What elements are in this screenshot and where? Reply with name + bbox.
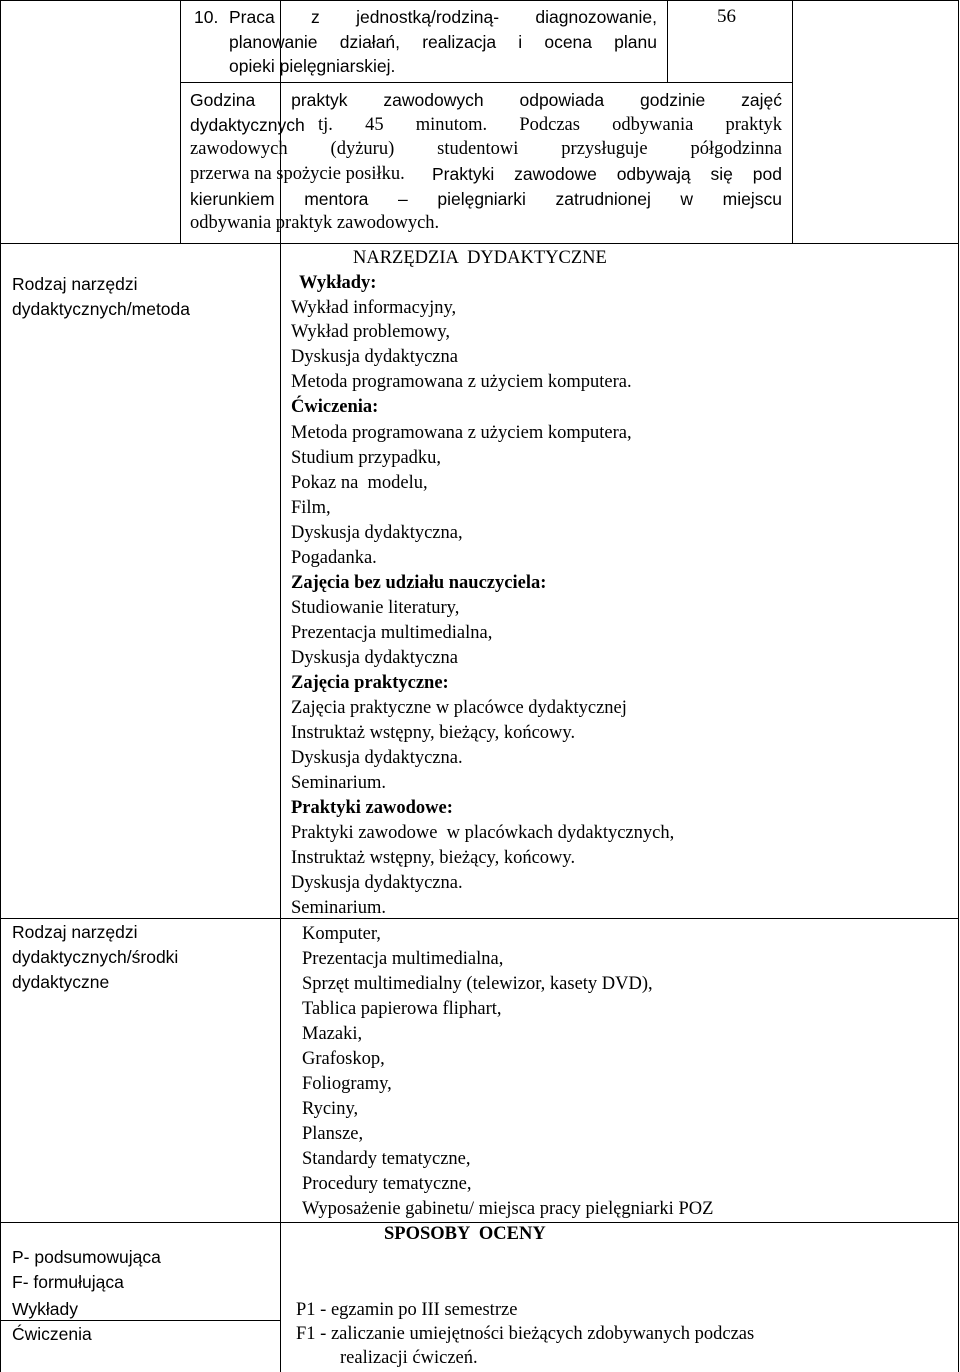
methods-label-line1: Rodzaj narzędzi	[12, 274, 138, 294]
placement-item: Praktyki zawodowe w placówkach dydaktycznych,	[291, 823, 675, 843]
row-divider	[0, 243, 959, 244]
self-study-heading: Zajęcia bez udziału nauczyciela:	[291, 573, 547, 593]
practice-note-line6: odbywania praktyk zawodowych.	[190, 213, 440, 233]
practice-note-line5: kierunkiem mentora – pielęgniarki zatrudnionej w miejscu	[190, 189, 782, 209]
assessment-heading: SPOSOBY OCENY	[384, 1224, 546, 1244]
self-study-item: Dyskusja dydaktyczna	[291, 648, 458, 668]
placement-item: Dyskusja dydaktyczna.	[291, 873, 463, 893]
exercise-item: Film,	[291, 498, 331, 518]
tools-heading: NARZĘDZIA DYDAKTYCZNE	[353, 248, 607, 268]
item-10-line3: opieki pielęgniarskiej.	[229, 56, 396, 76]
means-label-line3: dydaktyczne	[12, 972, 110, 992]
lectures-heading: Wykłady:	[299, 273, 377, 293]
practice-note-line1: Godzina praktyk zawodowych odpowiada godzinie zajęć	[190, 90, 782, 110]
lecture-item: Wykład problemowy,	[291, 322, 451, 342]
means-item: Tablica papierowa fliphart,	[302, 999, 502, 1019]
table-border-left	[0, 0, 1, 1372]
self-study-item: Prezentacja multimedialna,	[291, 623, 493, 643]
placement-item: Seminarium.	[291, 898, 387, 918]
practical-item: Seminarium.	[291, 773, 387, 793]
page-number-box-left	[667, 0, 668, 83]
inner-box-left	[180, 0, 181, 244]
assessment-p1: P1 - egzamin po III semestrze	[296, 1300, 518, 1320]
means-item: Prezentacja multimedialna,	[302, 949, 504, 969]
grading-exercises: Ćwiczenia	[12, 1324, 92, 1344]
inner-box-divider	[180, 82, 793, 83]
means-label-line2: dydaktycznych/środki	[12, 947, 179, 967]
exercise-item: Studium przypadku,	[291, 448, 442, 468]
means-item: Procedury tematyczne,	[302, 1174, 472, 1194]
practice-note-line4a: przerwa na spożycie posiłku.	[190, 164, 405, 184]
assessment-f1-line1: F1 - zaliczanie umiejętności bieżących zdobywanych podczas	[296, 1324, 755, 1344]
means-item: Grafoskop,	[302, 1049, 385, 1069]
exercise-item: Pokaz na modelu,	[291, 473, 428, 493]
item-10-line1: Praca z jednostką/rodziną- diagnozowanie,	[229, 7, 657, 27]
item-10-number: 10.	[194, 7, 219, 27]
grading-formative: F- formułująca	[12, 1272, 124, 1292]
lecture-item: Metoda programowana z użyciem komputera.	[291, 372, 632, 392]
grading-lectures: Wykłady	[12, 1299, 78, 1319]
exercise-item: Dyskusja dydaktyczna,	[291, 523, 463, 543]
practice-note-line3: zawodowych (dyżuru) studentowi przysługuje półgodzinna	[190, 139, 782, 159]
means-item: Mazaki,	[302, 1024, 363, 1044]
practical-item: Dyskusja dydaktyczna.	[291, 748, 463, 768]
assessment-f1-line2: realizacji ćwiczeń.	[340, 1348, 478, 1368]
means-item: Ryciny,	[302, 1099, 359, 1119]
methods-label-line2: dydaktycznych/metoda	[12, 299, 191, 319]
self-study-item: Studiowanie literatury,	[291, 598, 460, 618]
placement-item: Instruktaż wstępny, bieżący, końcowy.	[291, 848, 576, 868]
practical-item: Instruktaż wstępny, bieżący, końcowy.	[291, 723, 576, 743]
table-border-top	[0, 0, 959, 1]
item-10-line2: planowanie działań, realizacja i ocena planu	[229, 32, 657, 52]
practical-heading: Zajęcia praktyczne:	[291, 673, 449, 693]
means-item: Plansze,	[302, 1124, 364, 1144]
placement-heading: Praktyki zawodowe:	[291, 798, 453, 818]
row-divider	[0, 918, 959, 919]
practice-note-line2b: tj. 45 minutom. Podczas odbywania praktyk	[318, 115, 782, 135]
means-item: Komputer,	[302, 924, 381, 944]
page-number: 56	[717, 6, 736, 27]
inner-box-right	[792, 0, 793, 244]
grading-summative: P- podsumowująca	[12, 1247, 161, 1267]
means-label-line1: Rodzaj narzędzi	[12, 922, 138, 942]
practical-item: Zajęcia praktyczne w placówce dydaktycznej	[291, 698, 627, 718]
exercises-heading: Ćwiczenia:	[291, 397, 379, 417]
means-item: Sprzęt multimedialny (telewizor, kasety DVD),	[302, 974, 653, 994]
table-border-right	[958, 0, 959, 1372]
means-item: Foliogramy,	[302, 1074, 392, 1094]
practice-note-line4b: Praktyki zawodowe odbywają się pod	[432, 164, 782, 184]
exercise-item: Metoda programowana z użyciem komputera,	[291, 423, 632, 443]
exercise-item: Pogadanka.	[291, 548, 377, 568]
lecture-item: Dyskusja dydaktyczna	[291, 347, 458, 367]
lecture-item: Wykład informacyjny,	[291, 298, 457, 318]
means-item: Standardy tematyczne,	[302, 1149, 471, 1169]
means-item: Wyposażenie gabinetu/ miejsca pracy pielęgniarki POZ	[302, 1199, 714, 1219]
practice-note-line2a: dydaktycznych	[190, 115, 305, 135]
